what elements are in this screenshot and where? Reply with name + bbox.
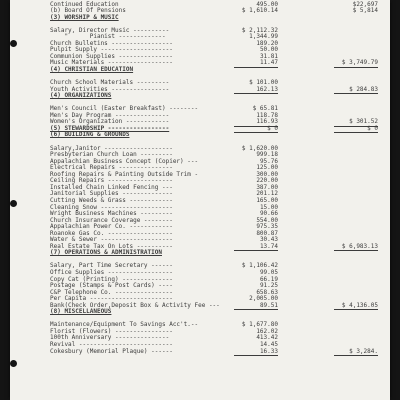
line-amount: $ 1,677.80 [241,321,278,329]
line-amount: 16.33 [234,349,278,357]
line-label: Cutting Weeds & Grass ------------ [50,196,173,204]
line-label: Postage (Stamps & Post Cards) ---- [50,282,173,290]
line-label: Copy Cat (Printing) -------------- [50,275,173,283]
line-total: $ 3,749.79 [334,60,378,68]
line-label: Youth Activities ---------------- [50,85,170,93]
line-total: $ 284.83 [334,87,378,95]
line-label: Roofing Repairs & Painting Outside Trim - [50,170,199,178]
line-label: (4) ORGANIZATIONS [50,92,112,100]
ledger-lines [10,0,390,362]
line-label: (6) BUILDING & GROUNDS [50,131,130,139]
line-label: Church School Materials --------- [50,79,170,87]
line-amount: 11.47 [234,60,278,68]
line-label: Real Estate Tax On Lots ---------- [50,242,173,250]
line-amount: 66.19 [259,275,278,283]
line-amount: 15.00 [259,203,278,211]
line-label: Pulpit Supply -------------------- [50,46,173,54]
line-label: Salary,Janitor ------------------- [50,144,173,152]
line-label: Water & Sewer -------------------- [50,236,173,244]
line-label: Salary, Part Time Secretary ------ [50,262,173,270]
line-label: Presbyterian Church Loan --------- [50,151,173,159]
line-label: (7) OPERATIONS & ADMINISTRATION [50,249,162,257]
line-amount: 387.00 [256,183,278,191]
line-label: Cokesbury (Memorial Plaque) ------ [50,347,173,355]
line-label: Roanoke Gas Co. ------------------ [50,229,173,237]
line-label: (5) STEWARDSHIP ----------------- [50,124,170,132]
line-amount: $ 0 [234,126,278,134]
line-label: Florist (Flowers) ---------------- [50,327,173,335]
line-amount: 413.42 [256,334,278,342]
line-label: (4) CHRISTIAN EDUCATION [50,66,134,74]
line-label: Electrical Repairs --------------- [50,164,173,172]
line-amount: $ 101.00 [249,79,278,87]
line-amount: 116.93 [234,119,278,127]
line-amount: $ 1,106.42 [241,262,278,270]
line-amount: 201.12 [256,190,278,198]
line-total: $ 0 [334,126,378,134]
line-amount: 220.00 [256,177,278,185]
line-label: Bank(Check Order,Deposit Box & Activity Fee --- [50,301,220,309]
line-total: $ 6,983.13 [334,244,378,252]
line-label: Women's Organization ------------ [50,118,170,126]
line-label: 100th Anniversary --------------- [50,334,170,342]
line-label: " Pianist ------------- [50,33,166,41]
line-label: Per Capita ----------------------- [50,295,173,303]
line-amount: 658.63 [256,288,278,296]
line-amount: $ 2,112.32 [241,26,278,34]
line-label: Installed Chain Linked Fencing --- [50,183,173,191]
line-label: (8) MISCELLANEOUS [50,308,112,316]
line-amount: 118.78 [256,111,278,119]
line-amount: 125.00 [256,164,278,172]
line-amount: 975.35 [256,223,278,231]
line-amount: 89.51 [234,303,278,311]
line-label: Maintenance/Equipment To Savings Acc't.-- [50,321,199,329]
line-amount: 1,344.99 [249,33,278,41]
line-total: $ 4,136.05 [334,303,378,311]
line-label: Salary, Director Music ---------- [50,26,170,34]
line-label: Communion Supplies --------------- [50,52,173,60]
line-total: $22,697 [352,0,378,8]
line-label: Men's Council (Easter Breakfast) -------- [50,105,199,113]
line-label: Janitorial Supplies -------------- [50,190,173,198]
line-amount: $ 65.81 [252,105,278,113]
line-amount: 31.81 [259,52,278,60]
document-page [10,0,390,400]
line-label: Office Supplies ------------------ [50,268,173,276]
line-amount: 90.66 [259,210,278,218]
line-label: (3) WORSHIP & MUSIC [50,13,119,21]
line-amount: 999.18 [256,151,278,159]
line-label: Church Insurance Coverage -------- [50,216,173,224]
line-amount: 13.74 [234,244,278,252]
line-amount: 91.25 [259,282,278,290]
line-label: Music Materials ------------------ [50,59,173,67]
line-amount: $ 1,620.00 [241,144,278,152]
line-amount: 30.43 [259,236,278,244]
line-amount: $ 1,610.14 [241,7,278,15]
ledger-line [10,355,390,362]
line-label: Continued Education [50,0,119,8]
line-amount: 50.00 [259,46,278,54]
line-label: Wright Business Machines --------- [50,210,173,218]
line-amount: 14.45 [259,340,278,348]
line-amount: 554.00 [256,216,278,224]
line-amount: 99.05 [259,268,278,276]
line-amount: 162.02 [256,327,278,335]
line-label: C&P Telephone Co. ---------------- [50,288,173,296]
line-label: Cleaning Snow -------------------- [50,203,173,211]
line-label: Ceiling Repairs ------------------ [50,177,173,185]
line-amount: 2,005.00 [249,295,278,303]
line-amount: 162.13 [234,87,278,95]
line-amount: 189.20 [256,39,278,47]
line-total: $ 3,284. [334,349,378,357]
line-label: Men's Day Program --------------- [50,111,170,119]
line-label: Appalachian Power Co. ------------ [50,223,173,231]
line-amount: 165.00 [256,196,278,204]
line-label: (b) Board Of Pensions [50,7,126,15]
line-amount: 300.00 [256,170,278,178]
line-label: Church Bulletins ----------------- [50,39,173,47]
line-label: Appalachian Business Concept (Copier) --- [50,157,199,165]
line-amount: 95.76 [259,157,278,165]
line-total: $ 301.52 [334,119,378,127]
line-amount: 800.87 [256,229,278,237]
line-total: $ 5,814 [352,7,378,15]
line-amount: 495.00 [256,0,278,8]
line-label: Revival -------------------------- [50,340,173,348]
